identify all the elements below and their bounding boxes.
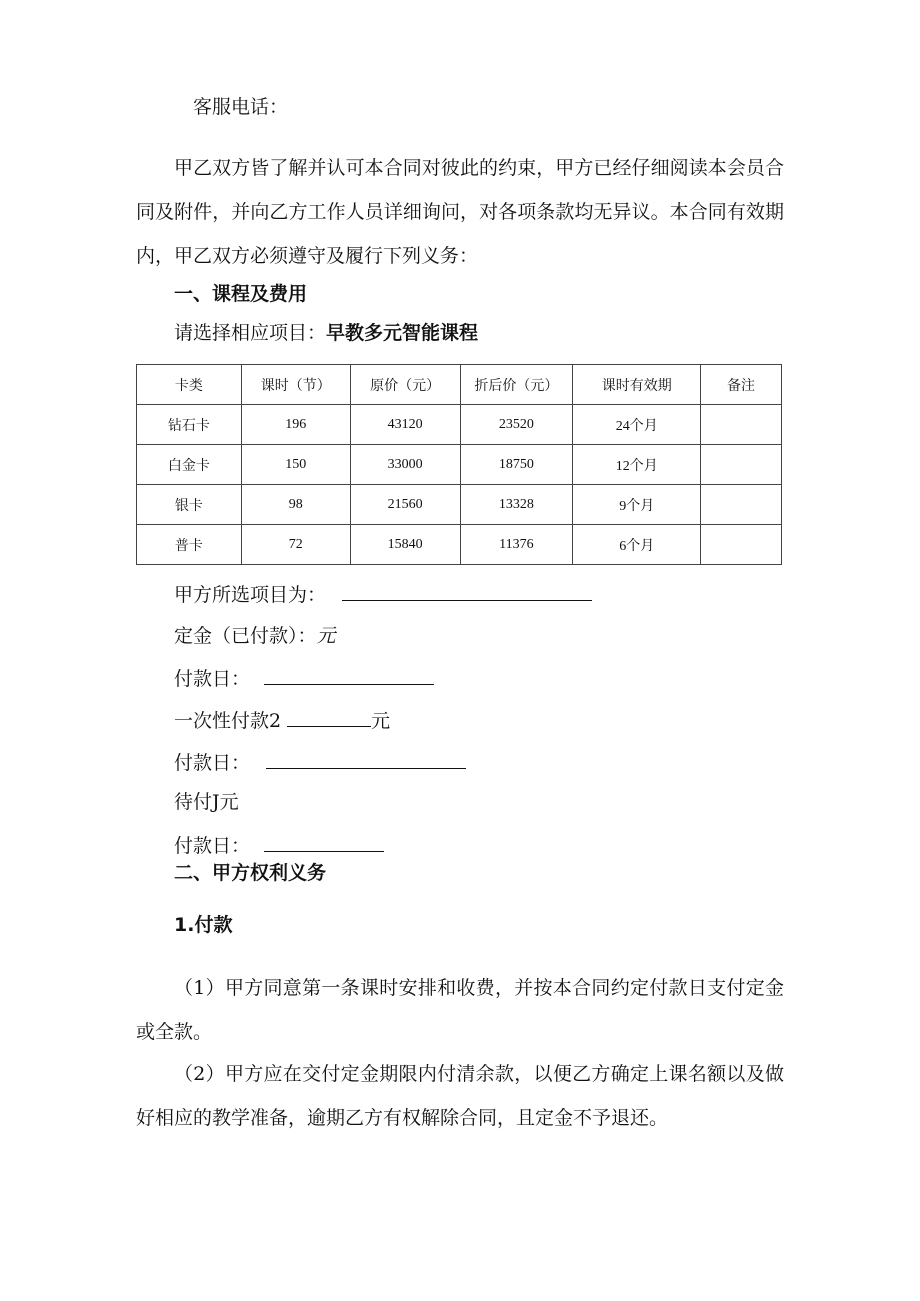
table-cell: 12个月	[573, 445, 701, 485]
selected-project-blank[interactable]	[342, 582, 592, 601]
table-row	[137, 445, 782, 485]
pay-date-line-3	[174, 833, 384, 857]
intro-paragraph: 甲乙双方皆了解并认可本合同对彼此的约束，甲方已经仔细阅读本会员合同及附件，并向乙方工作人员详细询问，对各项条款均无异议。本合同有效期内，甲乙双方必须遵守及履行下列义务：	[136, 157, 784, 267]
table-cell	[701, 445, 782, 485]
deposit-label: 定金（已付款）：	[174, 625, 317, 647]
table-cell	[701, 485, 782, 525]
table-cell: 9个月	[573, 485, 701, 525]
lump-sum-line	[174, 708, 390, 732]
project-select-line	[174, 322, 478, 344]
deposit-unit: 元	[316, 625, 336, 647]
lump-sum-label: 一次性付款2	[174, 710, 282, 732]
pay-date-label-3: 付款日：	[174, 835, 251, 857]
table-row	[137, 485, 782, 525]
pay-date-blank-1[interactable]	[264, 666, 434, 685]
table-cell: 银卡	[137, 485, 242, 525]
selected-project-line	[174, 582, 592, 606]
lump-sum-blank[interactable]	[287, 708, 371, 727]
header-discount-price: 折后价（元）	[460, 365, 573, 405]
clause-1: （1）甲方同意第一条课时安排和收费，并按本合同约定付款日支付定金或全款。	[136, 977, 784, 1043]
header-lessons: 课时（节）	[241, 365, 350, 405]
table-cell: 23520	[460, 405, 573, 445]
header-validity: 课时有效期	[573, 365, 701, 405]
header-original-price: 原价（元）	[350, 365, 460, 405]
table-cell: 13328	[460, 485, 573, 525]
table-cell: 18750	[460, 445, 573, 485]
pay-date-line-1	[174, 666, 434, 690]
table-cell: 196	[241, 405, 350, 445]
table-cell: 普卡	[137, 525, 242, 565]
pay-date-line-2	[174, 750, 466, 774]
table-cell: 43120	[350, 405, 460, 445]
pending-line: 待付J元	[174, 791, 239, 813]
payment-subheading: 1.付款	[174, 914, 233, 936]
pay-date-blank-3[interactable]	[264, 833, 384, 852]
table-cell	[701, 405, 782, 445]
deposit-line	[174, 625, 336, 647]
selected-project-label: 甲方所选项目为：	[174, 584, 327, 606]
table-cell: 21560	[350, 485, 460, 525]
table-cell: 钻石卡	[137, 405, 242, 445]
lump-sum-unit: 元	[371, 710, 391, 732]
pay-date-label-1: 付款日：	[174, 668, 251, 690]
project-select-value: 早教多元智能课程	[326, 322, 479, 344]
clause-2: （2）甲方应在交付定金期限内付清余款，以便乙方确定上课名额以及做好相应的教学准备，逾期乙方有权解除合同，且定金不予退还。	[136, 1063, 784, 1129]
table-cell: 150	[241, 445, 350, 485]
pay-date-label-2: 付款日：	[174, 752, 251, 774]
table-cell: 白金卡	[137, 445, 242, 485]
header-card-type: 卡类	[137, 365, 242, 405]
project-select-label: 请选择相应项目：	[174, 322, 327, 344]
table-cell: 6个月	[573, 525, 701, 565]
table-cell: 11376	[460, 525, 573, 565]
section1-heading: 一、课程及费用	[174, 283, 308, 305]
table-cell	[701, 525, 782, 565]
table-header-row	[137, 365, 782, 405]
service-phone-label: 客服电话：	[193, 96, 289, 118]
table-row	[137, 525, 782, 565]
table-cell: 98	[241, 485, 350, 525]
header-remarks: 备注	[701, 365, 782, 405]
table-cell: 33000	[350, 445, 460, 485]
table-cell: 72	[241, 525, 350, 565]
fee-table	[136, 364, 782, 565]
section2-heading: 二、甲方权利义务	[174, 862, 327, 884]
table-row	[137, 405, 782, 445]
pay-date-blank-2[interactable]	[266, 750, 466, 769]
table-cell: 24个月	[573, 405, 701, 445]
table-cell: 15840	[350, 525, 460, 565]
